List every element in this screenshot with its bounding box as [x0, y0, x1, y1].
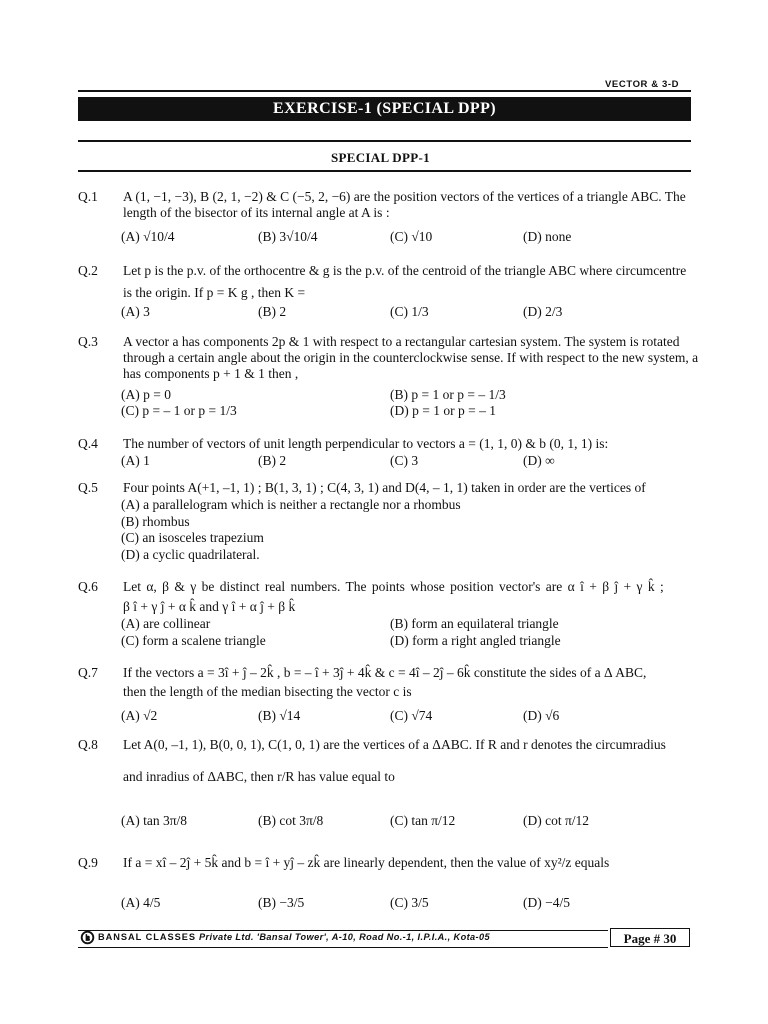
question-line: Four points A(+1, –1, 1) ; B(1, 3, 1) ; C(4, 3, 1) and D(4, – 1, 1) taken in order are the vertices of [123, 480, 646, 495]
bansal-logo-icon [80, 930, 95, 945]
option-a: (A) √2 [121, 708, 158, 723]
question-line: Let A(0, –1, 1), B(0, 0, 1), C(1, 0, 1) are the vertices of a ΔABC. If R and r denotes the circumradius [123, 737, 666, 752]
header-rule [78, 90, 691, 92]
option-c: (C) √10 [390, 229, 433, 244]
option-a: (A) p = 0 [121, 387, 171, 402]
question-number: Q.9 [78, 855, 98, 870]
question-line: If a = xî – 2ĵ + 5k̂ and b = î + yĵ – zk̂ are linearly dependent, then the value of xy²/z equals [123, 855, 610, 870]
question-number: Q.3 [78, 334, 98, 349]
question-number: Q.2 [78, 263, 98, 278]
option-b: (B) p = 1 or p = – 1/3 [390, 387, 506, 402]
option-c: (C) p = – 1 or p = 1/3 [121, 403, 237, 418]
footer-bar [78, 930, 608, 948]
option-d: (D) a cyclic quadrilateral. [121, 547, 260, 562]
footer-address: Private Ltd. 'Bansal Tower', A-10, Road No.-1, I.P.I.A., Kota-05 [199, 932, 491, 942]
option-b: (B) cot 3π/8 [258, 813, 324, 828]
option-b: (B) form an equilateral triangle [390, 616, 559, 631]
option-b: (B) 2 [258, 453, 287, 468]
option-b: (B) √14 [258, 708, 301, 723]
footer-text [98, 932, 490, 942]
option-b: (B) 3√10/4 [258, 229, 318, 244]
option-c: (C) √74 [390, 708, 433, 723]
question-line: through a certain angle about the origin in the counterclockwise sense. If with respect to the new system, a [123, 350, 699, 365]
question-number: Q.1 [78, 189, 98, 204]
footer-company: BANSAL CLASSES [98, 932, 197, 942]
option-d: (D) −4/5 [523, 895, 570, 910]
section-subtitle: SPECIAL DPP-1 [331, 150, 430, 165]
option-a: (A) are collinear [121, 616, 211, 631]
topic-header: VECTOR & 3-D [605, 79, 680, 90]
option-c: (C) 3 [390, 453, 419, 468]
option-d: (D) √6 [523, 708, 560, 723]
question-number: Q.6 [78, 579, 98, 594]
question-number: Q.7 [78, 665, 98, 680]
option-a: (A) tan 3π/8 [121, 813, 188, 828]
option-b: (B) −3/5 [258, 895, 305, 910]
option-c: (C) 1/3 [390, 304, 429, 319]
option-d: (D) none [523, 229, 572, 244]
question-line: Let p is the p.v. of the orthocentre & g is the p.v. of the centroid of the triangle ABC where circumcentre [123, 263, 687, 278]
question-line: The number of vectors of unit length perpendicular to vectors a = (1, 1, 0) & b (0, 1, 1) is: [123, 436, 609, 451]
question-line: If the vectors a = 3î + ĵ – 2k̂ , b = – î + 3ĵ + 4k̂ & c = 4î – 2ĵ – 6k̂ constitute the sides of a Δ ABC, [123, 665, 647, 680]
option-c: (C) an isosceles trapezium [121, 530, 264, 545]
question-line: and inradius of ΔABC, then r/R has value equal to [123, 769, 395, 784]
option-c: (C) form a scalene triangle [121, 633, 266, 648]
option-b: (B) rhombus [121, 514, 190, 529]
option-a: (A) a parallelogram which is neither a rectangle nor a rhombus [121, 497, 461, 512]
option-d: (D) form a right angled triangle [390, 633, 561, 648]
question-line: then the length of the median bisecting the vector c is [123, 684, 412, 699]
option-a: (A) 1 [121, 453, 150, 468]
subtitle-rule-top [78, 140, 691, 142]
option-d: (D) cot π/12 [523, 813, 590, 828]
option-d: (D) p = 1 or p = – 1 [390, 403, 496, 418]
option-a: (A) √10/4 [121, 229, 175, 244]
subtitle-rule-bottom [78, 170, 691, 172]
page-number: Page # 30 [610, 928, 690, 947]
option-a: (A) 4/5 [121, 895, 161, 910]
option-c: (C) 3/5 [390, 895, 429, 910]
question-line: is the origin. If p = K g , then K = [123, 285, 306, 300]
question-number: Q.4 [78, 436, 98, 451]
question-text [123, 334, 698, 382]
question-line: Let α, β & γ be distinct real numbers. The points whose position vector's are α î + β ĵ + γ k̂ ; [123, 579, 664, 594]
option-b: (B) 2 [258, 304, 287, 319]
question-line: A (1, −1, −3), B (2, 1, −2) & C (−5, 2, −6) are the position vectors of the vertices of a triangle ABC. The [123, 189, 686, 204]
option-d: (D) 2/3 [523, 304, 563, 319]
option-c: (C) tan π/12 [390, 813, 456, 828]
question-text [123, 189, 686, 221]
question-line: A vector a has components 2p & 1 with respect to a rectangular cartesian system. The system is rotated [123, 334, 680, 349]
question-line: has components p + 1 & 1 then , [123, 366, 299, 381]
question-number: Q.8 [78, 737, 98, 752]
exercise-banner: EXERCISE-1 (SPECIAL DPP) [78, 97, 691, 121]
option-d: (D) ∞ [523, 453, 555, 468]
option-a: (A) 3 [121, 304, 150, 319]
question-number: Q.5 [78, 480, 98, 495]
question-line: length of the bisector of its internal angle at A is : [123, 205, 390, 220]
question-line: β î + γ ĵ + α k̂ and γ î + α ĵ + β k̂ [123, 599, 296, 614]
